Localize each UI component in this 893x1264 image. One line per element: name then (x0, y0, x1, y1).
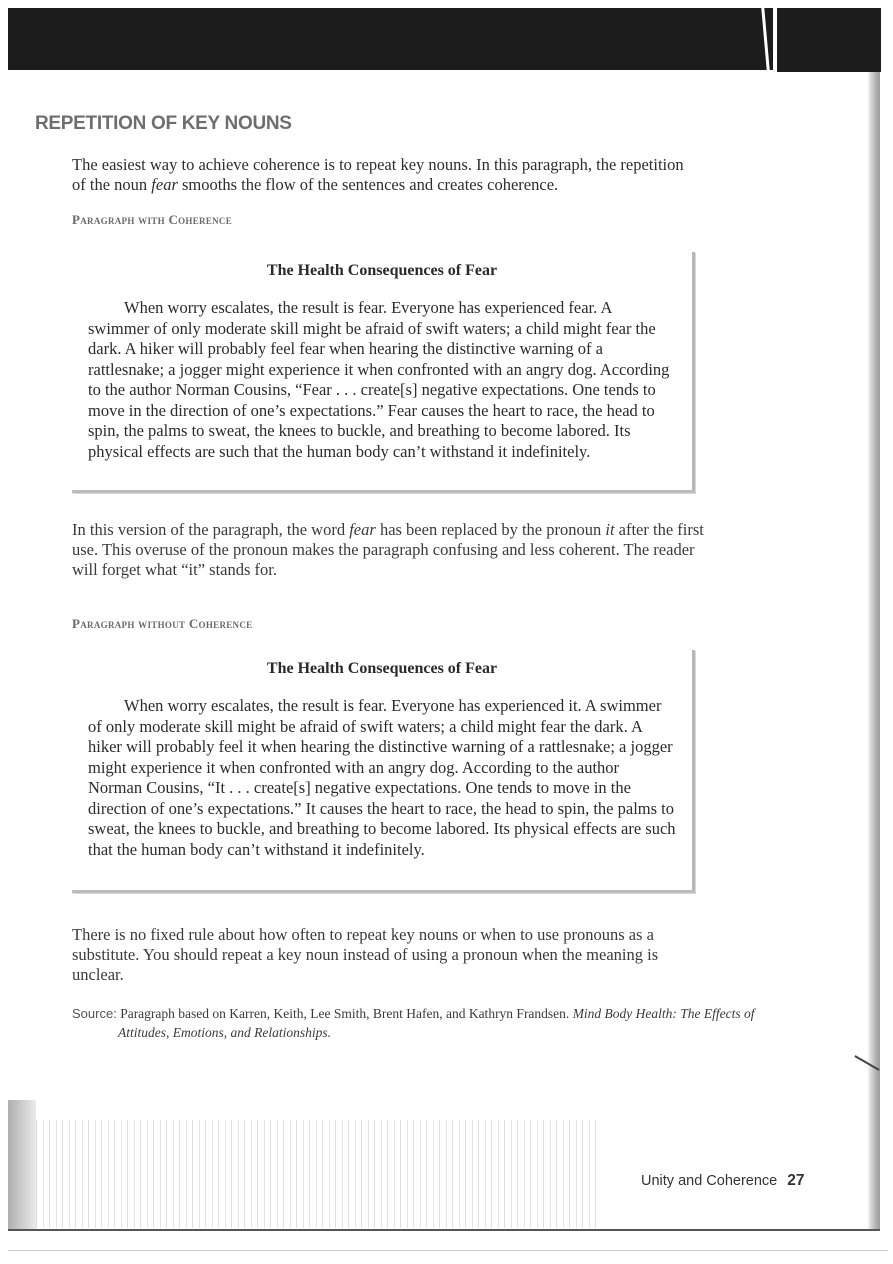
source-citation (72, 1004, 798, 1042)
note-text: has been replaced by the pronoun (375, 520, 606, 539)
note-text: In this version of the paragraph, the word (72, 520, 350, 539)
example-title: The Health Consequences of Fear (266, 660, 498, 677)
intro-text: The easiest way to achieve coherence is to repeat key nouns. In this paragraph, the repetition of the noun (72, 155, 684, 194)
example-box-with-coherence (72, 252, 695, 493)
source-book-title: Mind Body Health: The Effects of Attitudes, Emotions, and Relationships. (118, 1006, 755, 1040)
source-text: Paragraph based on Karren, Keith, Lee Smith, Brent Hafen, and Kathryn Frandsen. (116, 1006, 573, 1021)
intro-emphasis: fear (151, 175, 178, 194)
label-paragraph-with-coherence: Paragraph with Coherence (72, 212, 233, 227)
example-body: When worry escalates, the result is fear. Everyone has experienced it. A swimmer of only moderate skill might be afraid of swift waters; a child might fear the dark. A hiker will probably feel it when hearing the distinctive warning of a rattlesnake; a jogger might experience it when confronted with an angry dog. According to the author Norman Cousins, “It . . . create[s] negative expectations. One tends to move in the direction of one’s expectations.” It causes the heart to race, the head to spin, the palms to sweat, the knees to buckle, and breathing to become labored. Its physical effects are such that the human body can’t withstand it indefinitely. (88, 696, 676, 859)
scan-top-band (8, 8, 773, 70)
closing-paragraph: There is no fixed rule about how often to repeat key nouns or when to use pronouns as a substitute. You should repeat a key noun instead of using a pronoun when the meaning is unclear. (72, 925, 659, 984)
chapter-title: Unity and Coherence (641, 1173, 778, 1189)
page-bottom-edge (8, 1229, 880, 1231)
scan-artifact-lines (36, 1120, 596, 1228)
page-number: 27 (787, 1172, 805, 1189)
note-text: after the first use. This overuse of the pronoun makes the paragraph confusing and less coherent. The reader will forget what “it” stands for. (72, 520, 704, 579)
explanation-paragraph (72, 520, 712, 580)
example-body: When worry escalates, the result is fear. Everyone has experienced fear. A swimmer of only moderate skill might be afraid of swift waters; a child might fear the dark. A hiker will probably feel fear when hearing the distinctive warning of a rattlesnake; a jogger might experience it when confronted with an angry dog. According to the author Norman Cousins, “Fear . . . create[s] negative expectations. One tends to move in the direction of one’s expectations.” Fear causes the heart to race, the head to spin, the palms to sweat, the knees to buckle, and breathing to become labored. Its physical effects are such that the human body can’t withstand it indefinitely. (88, 298, 670, 461)
source-label: Source: (72, 1006, 117, 1021)
scan-bottom-line (8, 1250, 888, 1251)
note-emphasis-it: it (605, 520, 615, 539)
intro-paragraph (72, 155, 692, 195)
page-footer (641, 1172, 804, 1190)
note-emphasis-fear: fear (349, 520, 376, 539)
label-paragraph-without-coherence: Paragraph without Coherence (72, 616, 253, 631)
section-title: REPETITION OF KEY NOUNS (35, 113, 292, 134)
intro-text-end: smooths the flow of the sentences and creates coherence. (177, 175, 559, 194)
scan-artifact-left (8, 1100, 36, 1230)
example-title: The Health Consequences of Fear (266, 262, 498, 279)
example-box-without-coherence (72, 650, 695, 893)
page-edge-shadow (868, 72, 880, 1230)
scan-top-band-right (777, 8, 881, 72)
